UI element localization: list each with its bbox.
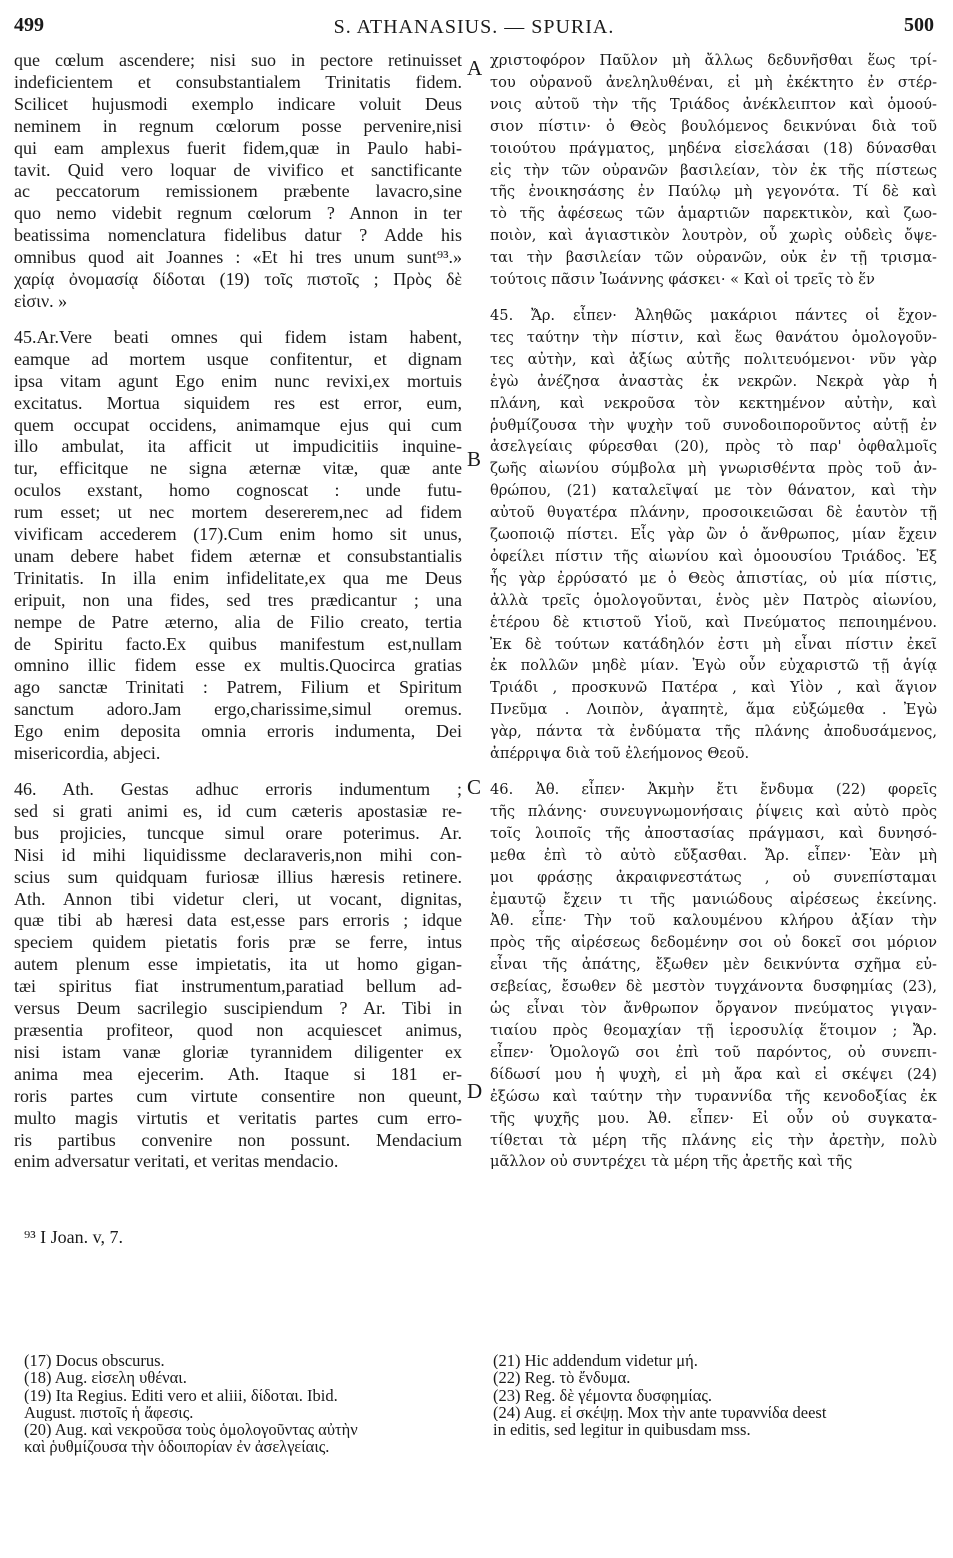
text-line: τῆς ἐνοικησάσης ἐν Παύλῳ μὴ γεγονότα. Τί δὲ καὶ <box>490 183 937 201</box>
text-line: unam debere habet fidem æternæ et consubstantialis <box>14 545 462 566</box>
text-line: roris partes cum virtute consentire non queunt, <box>14 1085 462 1106</box>
text-line: eamque ad mortem usque confitentur, et dignam <box>14 348 462 369</box>
text-line: rum esset; ut nec mortem desererem,nec ad fidem <box>14 502 462 523</box>
text-line: τοιούτου πράγματος, μηδένα εἰσελάσαι (18) δύνασθαι <box>490 139 937 157</box>
text-line: excitatus. Mortua siquidem res est error, eum, <box>14 392 462 413</box>
text-line: Scilicet hujusmodi exemplo indicare voluit Deus <box>14 93 462 114</box>
critical-note: (20) Aug. καὶ νεκροῦσα τοὺς ὁμολογοῦντας αὐτὴν <box>24 1421 358 1439</box>
paragraph-gap <box>490 765 937 779</box>
critical-note: (23) Reg. δὲ γέμοντα δυσφημίας. <box>493 1386 713 1404</box>
text-line: speciem quidem pietatis foris præ se ferre, intus <box>14 932 462 953</box>
text-line: τὸ τῆς ἀφέσεως τῶν ἁμαρτιῶν παρεκτικὸν, καὶ ζωο- <box>490 205 937 223</box>
margin-marker-c: C <box>467 775 482 799</box>
critical-note: in editis, sed legitur in quibusdam mss. <box>493 1421 751 1439</box>
text-line: præsentia profiteor, quod non acquiescet animus, <box>14 1019 462 1040</box>
text-line: ῥυθμίζουσα τὴν ψυχὴν τοῦ συνοδοιποροῦντος αὐτῇ ἐν <box>490 416 937 434</box>
text-line: anima mea ejecerim. Ath. Itaque si 181 er- <box>14 1063 462 1084</box>
text-line: scius sum quidquam furiosæ illius hæresis retinere. <box>14 866 462 887</box>
text-line: ἐκ πολλῶν μηδὲ μίαν. Ἐγὼ οὖν εὐχαριστῶ τῇ ἁγίᾳ <box>490 657 937 675</box>
text-line: νοις αὐτοῦ τὴν τῆς Τριάδος ἀνέκλειπτον καὶ ὁμοού- <box>490 95 937 113</box>
text-line: 46. Ἀθ. εἶπεν· Ἀκμὴν ἔτι ἔνδυμα (22) φορεῖς <box>490 781 937 798</box>
text-line: τῆς πλάνης· συνευγνωμονήσαις ῥίψεις καὶ αὐτὸ πρὸς <box>490 802 937 820</box>
text-line: τούτοις πᾶσιν Ἰωάννης φάσκει· « Καὶ οἱ τρεῖς τὸ ἕν <box>490 271 875 289</box>
text-line: illo ambulat, ita afficit ut impudicitiis inquine- <box>14 436 462 457</box>
critical-note: August. πιστοῖς ἡ ἄφεσις. <box>24 1403 194 1422</box>
text-line: ἑτέρου δὲ κτιστοῦ Υἱοῦ, καὶ Πνεύματος πεποιημένου. <box>490 613 937 631</box>
text-line: θρώπου, (21) καταλεῖψαί με τὸν θάνατον, καὶ τὴν <box>490 482 937 500</box>
text-line: πρὸς τῆς αἱρέσεως δεδομένην σοι οὐ δοκεῖ σοι μόριον <box>490 934 937 952</box>
text-line: ποιὸν, καὶ ἁγιαστικὸν λουτρὸν, οὗ χωρὶς οὐδεὶς ὄψε- <box>490 227 937 245</box>
critical-note: (17) Docus obscurus. <box>24 1352 165 1370</box>
critical-note: (22) Reg. τὸ ἔνδυμα. <box>493 1369 631 1387</box>
scripture-footnote: ⁹³ I Joan. v, 7. <box>24 1227 123 1247</box>
text-line: ται τὴν βασιλείαν τῶν οὐρανῶν, οὐκ ἐν τῇ τρισμα- <box>490 249 937 267</box>
text-line: τῆς ψυχῆς μου. Ἀθ. εἶπεν· Εἰ οὖν οὐ συγκατα- <box>490 1109 937 1127</box>
text-line: tæi spiritus fiat instrumentum,paratiad bellum ad- <box>14 976 462 997</box>
text-line: ἧς γὰρ ἐρρύσατό με ὁ Θεὸς ἀπιστίας, οὐ μία πίστις, <box>490 569 937 587</box>
page-number-left: 499 <box>14 14 44 36</box>
text-line: ζωοποιῷ πίστει. Εἷς γὰρ ὢν ὁ ἄνθρωπος, μίαν ἔχειν <box>490 526 937 544</box>
text-line: εἶπεν· Ὁμολογῶ σοι ἐπὶ τοῦ παρόντος, οὐ συνεπι- <box>490 1043 937 1061</box>
text-line: ἐμαυτῷ ἔχειν τι τῆς μανιώδους αἱρέσεως ἐκείνης. <box>490 890 937 908</box>
text-line: χριστοφόρον Παῦλον μὴ ἄλλως δεδυνῆσθαι ἕως τρί- <box>490 52 937 69</box>
text-line: πλάνη, καὶ νεκροῦσα τὸν κεκτημένον αὐτὴν, καὶ <box>490 394 937 412</box>
text-line: quem occupat occidens, animamque ejus qui cum <box>14 414 462 435</box>
text-line: τοῖς λοιποῖς τῆς ἀποστασίας πράγμασι, καὶ δυνησό- <box>490 824 937 842</box>
text-line: 46. Ath. Gestas adhuc erroris indumentum ; <box>14 779 462 799</box>
text-line: omnino illic fidem esse ex multis.Quocirca gratias <box>14 655 462 676</box>
text-line: Ath. Annon tibi videtur cleri, ut vocant, dignitas, <box>14 888 462 909</box>
text-line: tur, efficitque ne signa æternæ vitæ, quæ ante <box>14 458 462 479</box>
text-line: Nisi id mihi liquidissme declaraveris,non mihi con- <box>14 844 462 865</box>
text-line: τες ταύτην τὴν πίστιν, καὶ ἕως θανάτου ὁμολογοῦν- <box>490 328 937 346</box>
critical-notes-left <box>24 1352 474 1456</box>
text-line: Ego enim deposita omnia erroris indumenta, Dei <box>14 721 462 742</box>
text-line: ago sanctæ Trinitati : Patrem, Filium et Spiritum <box>14 677 462 698</box>
text-line: ipsa vitam agunt Ego enim nunc revixi,ex mortuis <box>14 370 462 391</box>
text-line: nisi istam vanæ gloriæ tyrannidem diligenter ex <box>14 1041 462 1062</box>
text-line: enim adversatur veritati, et veritas mendacio. <box>14 1151 339 1172</box>
text-line: indeficientem et consubstantialem Trinitatis fidem. <box>14 71 462 92</box>
paragraph-gap <box>490 291 937 305</box>
text-line: neminem in regnum cœlorum posse pervenire,nisi <box>14 115 462 136</box>
text-line: ac peccatorum remissionem præbente lavacro,sine <box>14 181 462 202</box>
text-line: qui eam amplexus fuerit fidem,quæ in Paulo habi- <box>14 137 462 158</box>
text-line: τίθεται τὰ μέρη τῆς πλάνης εἰς τὴν ἀρετὴν, πολὺ <box>490 1131 937 1149</box>
text-line: de Spiritu facto.Ex quibus manifestum est,nullam <box>14 633 462 654</box>
text-line: εἰσιν. » <box>14 290 68 311</box>
text-line: Trinitatis. In illa enim infidelitate,ex qua me Deus <box>14 567 462 588</box>
text-line: μεθα ἐπὶ τὸ αὐτὸ εὔξασθαι. Ἄρ. εἶπεν· Ἐὰν μὴ <box>490 846 937 864</box>
text-line: ὀφείλει πίστιν τῆς αἰωνίου καὶ ὁμοουσίου Τριάδος. Ἐξ <box>490 547 937 565</box>
text-line: Ἀθ. εἶπε· Τὴν τοῦ καλουμένου κλήρου ἀξίαν τὴν <box>490 912 937 930</box>
text-line: εἰς τὴν τῶν οὐρανῶν βασιλείαν, τὸν ἐκ τῆς πίστεως <box>490 161 937 179</box>
page-number-right: 500 <box>904 14 934 36</box>
margin-marker-b: B <box>467 447 482 471</box>
text-line: ζωῆς αἰωνίου σύμβολα μὴ γνωρισθέντα πρὸς τοῦ ἀν- <box>490 460 937 478</box>
text-line: sed si grati animi es, id cum cæteris apostasiæ re- <box>14 800 462 821</box>
text-line: tavit. Quid vero loquar de vivifico et sanctificante <box>14 159 462 180</box>
margin-marker-a: A <box>467 56 483 80</box>
text-line: τες αὐτὴν, καὶ ἀξίως αὐτῆς πολιτευόμενοι· νῦν γὰρ <box>490 350 937 368</box>
critical-note: (24) Aug. εἰ σκέψῃ. Mox τὴν ante τυραννίδα deest <box>493 1403 827 1422</box>
text-line: 45. Ἄρ. εἶπεν· Ἀληθῶς μακάριοι πάντες οἱ ἔχον- <box>490 306 937 324</box>
text-line: oculos exstant, homo cognoscat : unde futu- <box>14 480 462 501</box>
text-line: versus Deum sacrilegio suscipiendum ? Ar. Tibi in <box>14 998 462 1019</box>
text-line: quæ tibi ab hæresi data est,esse pars erroris ; idque <box>14 910 462 931</box>
critical-notes-right <box>493 1352 943 1438</box>
text-line: Τριάδι , προσκυνῶ Πατέρα , καὶ Υἱὸν , καὶ ἅγιον <box>490 679 937 697</box>
running-head: S. ATHANASIUS. — SPURIA. <box>333 16 615 38</box>
text-line: Ἐκ δὲ τούτων κατάδηλόν ἐστι μὴ εἶναι πίστιν ἐκεῖ <box>490 635 937 653</box>
text-line: τιαίου πρὸς θεομαχίαν τῇ ἱεροσυλίᾳ ἕτοιμον ; Ἄρ. <box>490 1021 937 1039</box>
critical-note: καὶ ῥυθμίζουσα τὴν ὁδοιπορίαν ἐν ἀσελγείαις. <box>24 1438 330 1456</box>
text-line: δίδωσί μου ἡ ψυχὴ, εἰ μὴ ἄρα καὶ εἰ σκέψει (24) <box>490 1065 937 1083</box>
text-line: ὡς εἶναι τὸν ἄνθρωπον ὄργανον πνεύματος γιγαν- <box>490 1000 937 1018</box>
text-line: αὐτοῦ θυγατέρα πλάνην, προσοικειῶσαι δὲ ἑαυτὸν τῇ <box>490 504 937 522</box>
text-line: autem plenum esse impietatis, ita ut homo gigan- <box>14 954 462 975</box>
text-line: 45.Ar.Vere beati omnes qui fidem istam habent, <box>14 326 462 347</box>
text-line: σεβείας, ἔσωθεν δὲ μεστὸν τυγχάνοντα δυσφημίας (23), <box>490 978 937 996</box>
latin-column <box>14 50 462 1173</box>
text-line: ἐξώσω καὶ ταύτην τὴν τυραννίδα τῆς κενοδοξίας ἐκ <box>490 1087 937 1105</box>
text-line: beatissima nomenclatura fidelibus datur ? Adde his <box>14 225 462 246</box>
text-line: sanctum adoro.Jam ergo,charissime,simul oremus. <box>14 699 462 720</box>
paragraph-gap <box>14 313 462 327</box>
text-line: que cœlum ascendere; nisi suo in pectore retinuisset <box>14 50 462 70</box>
margin-marker-d: D <box>467 1079 483 1103</box>
text-line: ἀλλὰ τρεῖς ὁμολογοῦνται, ἑνὸς μὲν Πατρὸς αἰωνίου, <box>490 591 937 609</box>
text-line: ἐγὼ ἀνέζησα ἀναστὰς ἐκ νεκρῶν. Νεκρὰ γὰρ ἡ <box>490 372 937 390</box>
paragraph-gap <box>14 765 462 779</box>
critical-note: (18) Aug. εἰσελη υθέναι. <box>24 1369 187 1387</box>
text-line: γὰρ, πάντα τὰ ἐνδύματα τῆς πλάνης ἀποδυσάμενος, <box>490 723 937 741</box>
text-line: ἀσελγείαις φύρεσθαι (20), πρὸς τὸ παρ' ὀφθαλμοῖς <box>490 438 937 456</box>
text-line: ἀπέρριψα διὰ τοῦ ἐλεήμονος Θεοῦ. <box>490 745 750 763</box>
text-line: bus projicies, tuncque simul orare poterimus. Ar. <box>14 822 462 843</box>
text-line: eripuit, non una fides, sed tres prædicantur ; una <box>14 589 462 610</box>
text-line: Πνεῦμα . Λοιπὸν, ἀγαπητὲ, ἅμα εὐξώμεθα . Ἐγὼ <box>490 701 937 719</box>
text-line: μοι φράσῃς ἀκραιφνεστάτως , οὐ συνεπίσταμαι <box>490 868 937 886</box>
critical-note: (21) Hic addendum videtur μή. <box>493 1352 698 1370</box>
text-line: quo nemo videbit regnum cœlorum ? Annon in ter <box>14 203 462 224</box>
text-line: omnibus quod ait Joannes : «Et hi tres unum sunt⁹³.» <box>14 247 462 268</box>
text-line: μᾶλλον οὐ συντρέχει τὰ μέρη τῆς ἀρετῆς καὶ τῆς <box>490 1153 853 1171</box>
text-line: ris partibus convenire non possunt. Mendacium <box>14 1129 462 1150</box>
text-line: multo magis virtutis et veritatis partes cum erro- <box>14 1107 462 1128</box>
text-line: χαρίᾳ ὀνομασίᾳ δίδοται (19) τοῖς πιστοῖς ; Πρὸς δὲ <box>14 269 462 290</box>
text-line: εἶναι τῆς ἀπάτης, ἔξωθεν μὲν δεικνύντα σχῆμα εὐ- <box>490 956 937 974</box>
text-line: σιον πίστιν· ὁ Θεὸς βουλόμενος δεικνύναι διὰ τοῦ <box>490 117 937 135</box>
text-line: του οὐρανοῦ ἀνεληλυθέναι, εἰ μὴ ἐκέκτητο ἐν στέρ- <box>490 73 937 91</box>
text-line: misericordia, abjeci. <box>14 743 161 764</box>
critical-note: (19) Ita Regius. Editi vero et aliii, δίδοται. Ibid. <box>24 1386 338 1404</box>
text-line: vivificam accederem (17).Cum enim homo sit unus, <box>14 524 462 545</box>
greek-column <box>490 50 937 1173</box>
text-line: nempe de Patre æterno, alia de Filio creato, tertia <box>14 611 462 632</box>
page-header <box>14 14 934 42</box>
